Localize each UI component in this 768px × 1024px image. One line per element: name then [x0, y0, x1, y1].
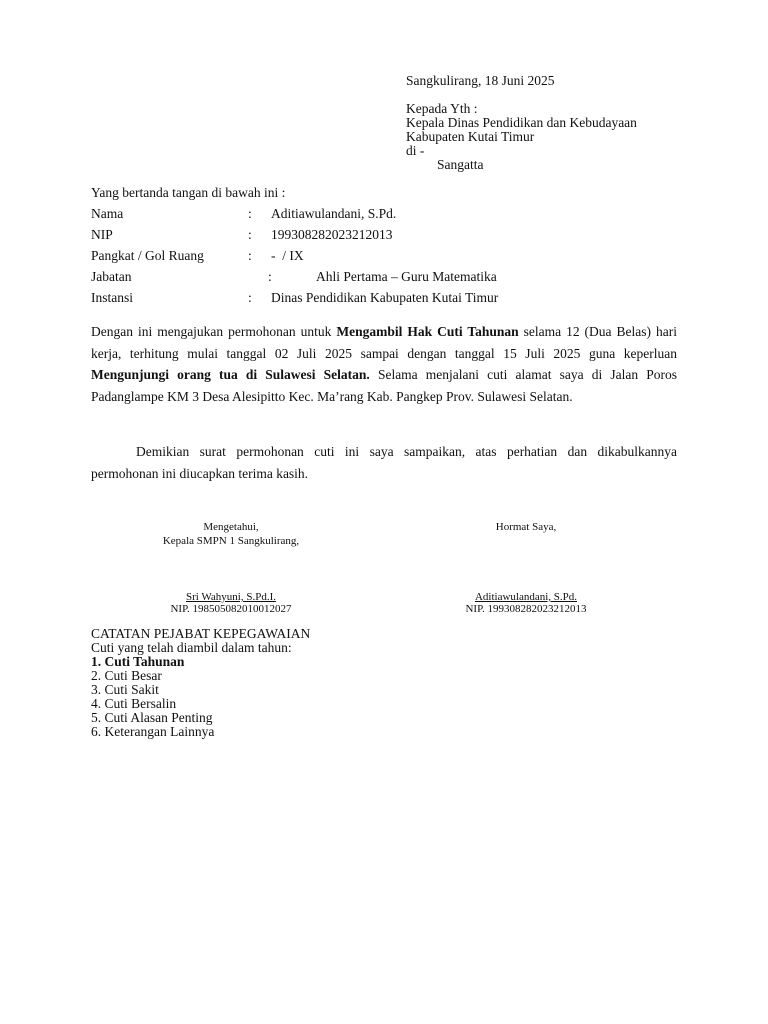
sign-left-nip: NIP. 198505082010012027	[170, 603, 292, 615]
body-paragraph-2: Demikian surat permohonan cuti ini saya sampaikan, atas perhatian dan dikabulkannya permohonan ini diucapkan terima kasih.	[91, 444, 677, 481]
p1-bold-purpose: Mengunjungi orang tua di Sulawesi Selatan.	[91, 367, 370, 382]
list-item: 6. Keterangan Lainnya	[91, 724, 215, 739]
list-item: 1. Cuti Tahunan	[91, 654, 185, 669]
sign-left-line-1: Mengetahui,	[203, 521, 259, 533]
field-colon: :	[248, 206, 252, 221]
sign-right-line-1: Hormat Saya,	[495, 521, 557, 533]
field-value-jabatan: Ahli Pertama – Guru Matematika	[316, 269, 497, 284]
place-date: Sangkulirang, 18 Juni 2025	[406, 73, 555, 88]
list-item: 5. Cuti Alasan Penting	[91, 710, 213, 725]
field-label-nip: NIP	[91, 227, 113, 242]
list-item: 3. Cuti Sakit	[91, 682, 159, 697]
field-value-nama: Aditiawulandani, S.Pd.	[271, 206, 397, 221]
sign-left-name: Sri Wahyuni, S.Pd.I.	[186, 591, 276, 603]
recipient-line-4: di -	[406, 143, 425, 158]
field-value-instansi: Dinas Pendidikan Kabupaten Kutai Timur	[271, 290, 499, 305]
sign-left-line-2: Kepala SMPN 1 Sangkulirang,	[162, 535, 300, 547]
field-label-nama: Nama	[91, 206, 124, 221]
intro-text: Yang bertanda tangan di bawah ini :	[91, 185, 286, 200]
recipient-line-2: Kepala Dinas Pendidikan dan Kebudayaan	[406, 115, 637, 130]
field-colon: :	[248, 290, 252, 305]
p1-text-e: Selama menjalani cuti alamat saya di Jalan Poros Padanglampe KM 3 Desa Alesipitto Kec. Ma’rang Kab. Pangkep Prov. Sulawesi Selatan.	[91, 367, 677, 404]
field-value-nip: 199308282023212013	[271, 227, 393, 242]
body-paragraph-1	[91, 321, 677, 407]
p1-text-a: Dengan ini mengajukan permohonan untuk	[91, 324, 337, 339]
sign-right-nip: NIP. 199308282023212013	[465, 603, 587, 615]
recipient-line-5: Sangatta	[437, 157, 484, 172]
list-item: 4. Cuti Bersalin	[91, 696, 177, 711]
field-value-pangkat: - / IX	[271, 248, 304, 263]
field-label-instansi: Instansi	[91, 290, 133, 305]
field-label-pangkat: Pangkat / Gol Ruang	[91, 248, 204, 263]
recipient-line-3: Kabupaten Kutai Timur	[406, 129, 535, 144]
field-colon: :	[248, 227, 252, 242]
notes-title: CATATAN PEJABAT KEPEGAWAIAN	[91, 626, 311, 641]
field-label-jabatan: Jabatan	[91, 269, 132, 284]
recipient-line-1: Kepada Yth :	[406, 101, 478, 116]
field-colon: :	[248, 248, 252, 263]
notes-subtitle: Cuti yang telah diambil dalam tahun:	[91, 640, 292, 655]
p1-text-c: selama 12 (Dua Belas) hari kerja, terhitung mulai tanggal 02 Juli 2025 sampai dengan tanggal 15 Juli 2025 guna keperluan	[91, 324, 677, 361]
sign-right-name: Aditiawulandani, S.Pd.	[474, 591, 578, 603]
list-item: 2. Cuti Besar	[91, 668, 162, 683]
p1-bold-leave-type: Mengambil Hak Cuti Tahunan	[336, 324, 519, 339]
field-colon: :	[268, 269, 272, 284]
